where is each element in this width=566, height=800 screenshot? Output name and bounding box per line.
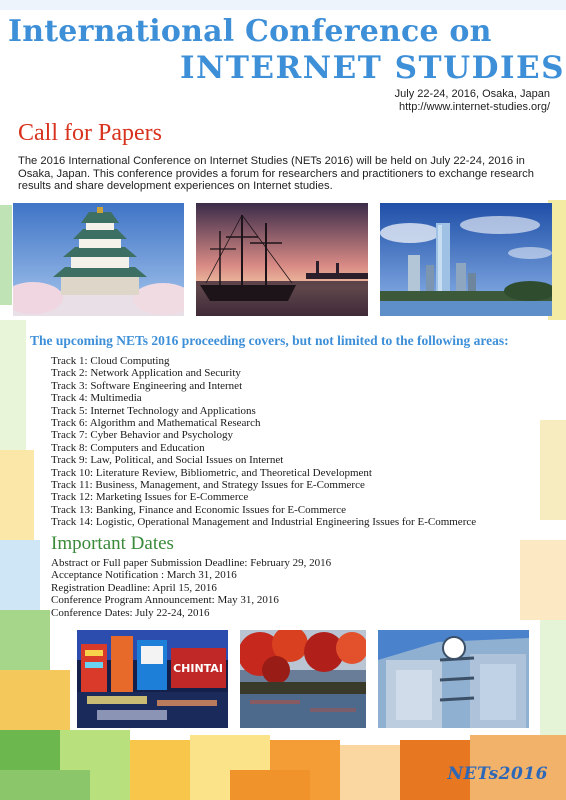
date-item: Acceptance Notification : March 31, 2016 [51, 569, 237, 582]
track-item: Track 13: Banking, Finance and Economic Issues for E-Commerce [51, 503, 346, 516]
track-item: Track 2: Network Application and Security [51, 367, 241, 380]
title-line1: International Conference on [8, 14, 492, 49]
important-dates-heading: Important Dates [51, 533, 174, 554]
track-item: Track 14: Logistic, Operational Management and Industrial Engineering Issues for E-Commerce [51, 516, 477, 529]
umeda-sky-building-photo [378, 630, 529, 728]
track-item: Track 12: Marketing Issues for E-Commerce [51, 491, 249, 504]
call-for-papers-heading: Call for Papers [18, 120, 162, 146]
track-item: Track 10: Literature Review, Bibliometric, and Theoretical Development [51, 466, 372, 479]
track-item: Track 6: Algorithm and Mathematical Research [51, 417, 261, 430]
date-item: Abstract or Full paper Submission Deadline: February 29, 2016 [51, 557, 332, 569]
title-line2: INTERNET STUDIES [180, 50, 566, 86]
intro-paragraph: The 2016 International Conference on Internet Studies (NETs 2016) will be held on July 22-24, 2016 in Osaka, Japan. This conference provides a forum for researchers and practitioners to exchange research results and share development experiences on Internet studies. [18, 155, 534, 193]
nets2016-logo: NETs2016 [447, 764, 548, 784]
track-item: Track 11: Business, Management, and Strategy Issues for E-Commerce [51, 479, 365, 492]
autumn-trees-river-photo [240, 630, 366, 728]
date-location: July 22-24, 2016, Osaka, Japan [394, 88, 550, 100]
dotonbori-night-photo [77, 630, 228, 728]
track-item: Track 5: Internet Technology and Applications [51, 404, 256, 417]
sailing-ship-sunset-photo [196, 203, 368, 316]
track-item: Track 1: Cloud Computing [51, 355, 170, 367]
chintai-sign: CHINTAI [173, 662, 223, 675]
track-item: Track 7: Cyber Behavior and Psychology [51, 429, 233, 442]
tracks-list [51, 355, 476, 529]
conference-url[interactable]: http://www.internet-studies.org/ [398, 101, 550, 113]
important-dates-list [51, 557, 331, 619]
track-item: Track 9: Law, Political, and Social Issues on Internet [51, 454, 284, 467]
osaka-castle-photo [13, 203, 184, 316]
track-item: Track 3: Software Engineering and Internet [51, 379, 243, 392]
conference-meta [395, 88, 550, 114]
twin-towers-skyline-photo [380, 203, 552, 316]
date-item: Conference Program Announcement: May 31, 2016 [51, 594, 279, 607]
track-item: Track 8: Computers and Education [51, 441, 205, 454]
date-item: Conference Dates: July 22-24, 2016 [51, 606, 210, 619]
date-item: Registration Deadline: April 15, 2016 [51, 581, 217, 594]
track-item: Track 4: Multimedia [51, 392, 142, 405]
areas-heading: The upcoming NETs 2016 proceeding covers, but not limited to the following areas: [30, 333, 509, 348]
